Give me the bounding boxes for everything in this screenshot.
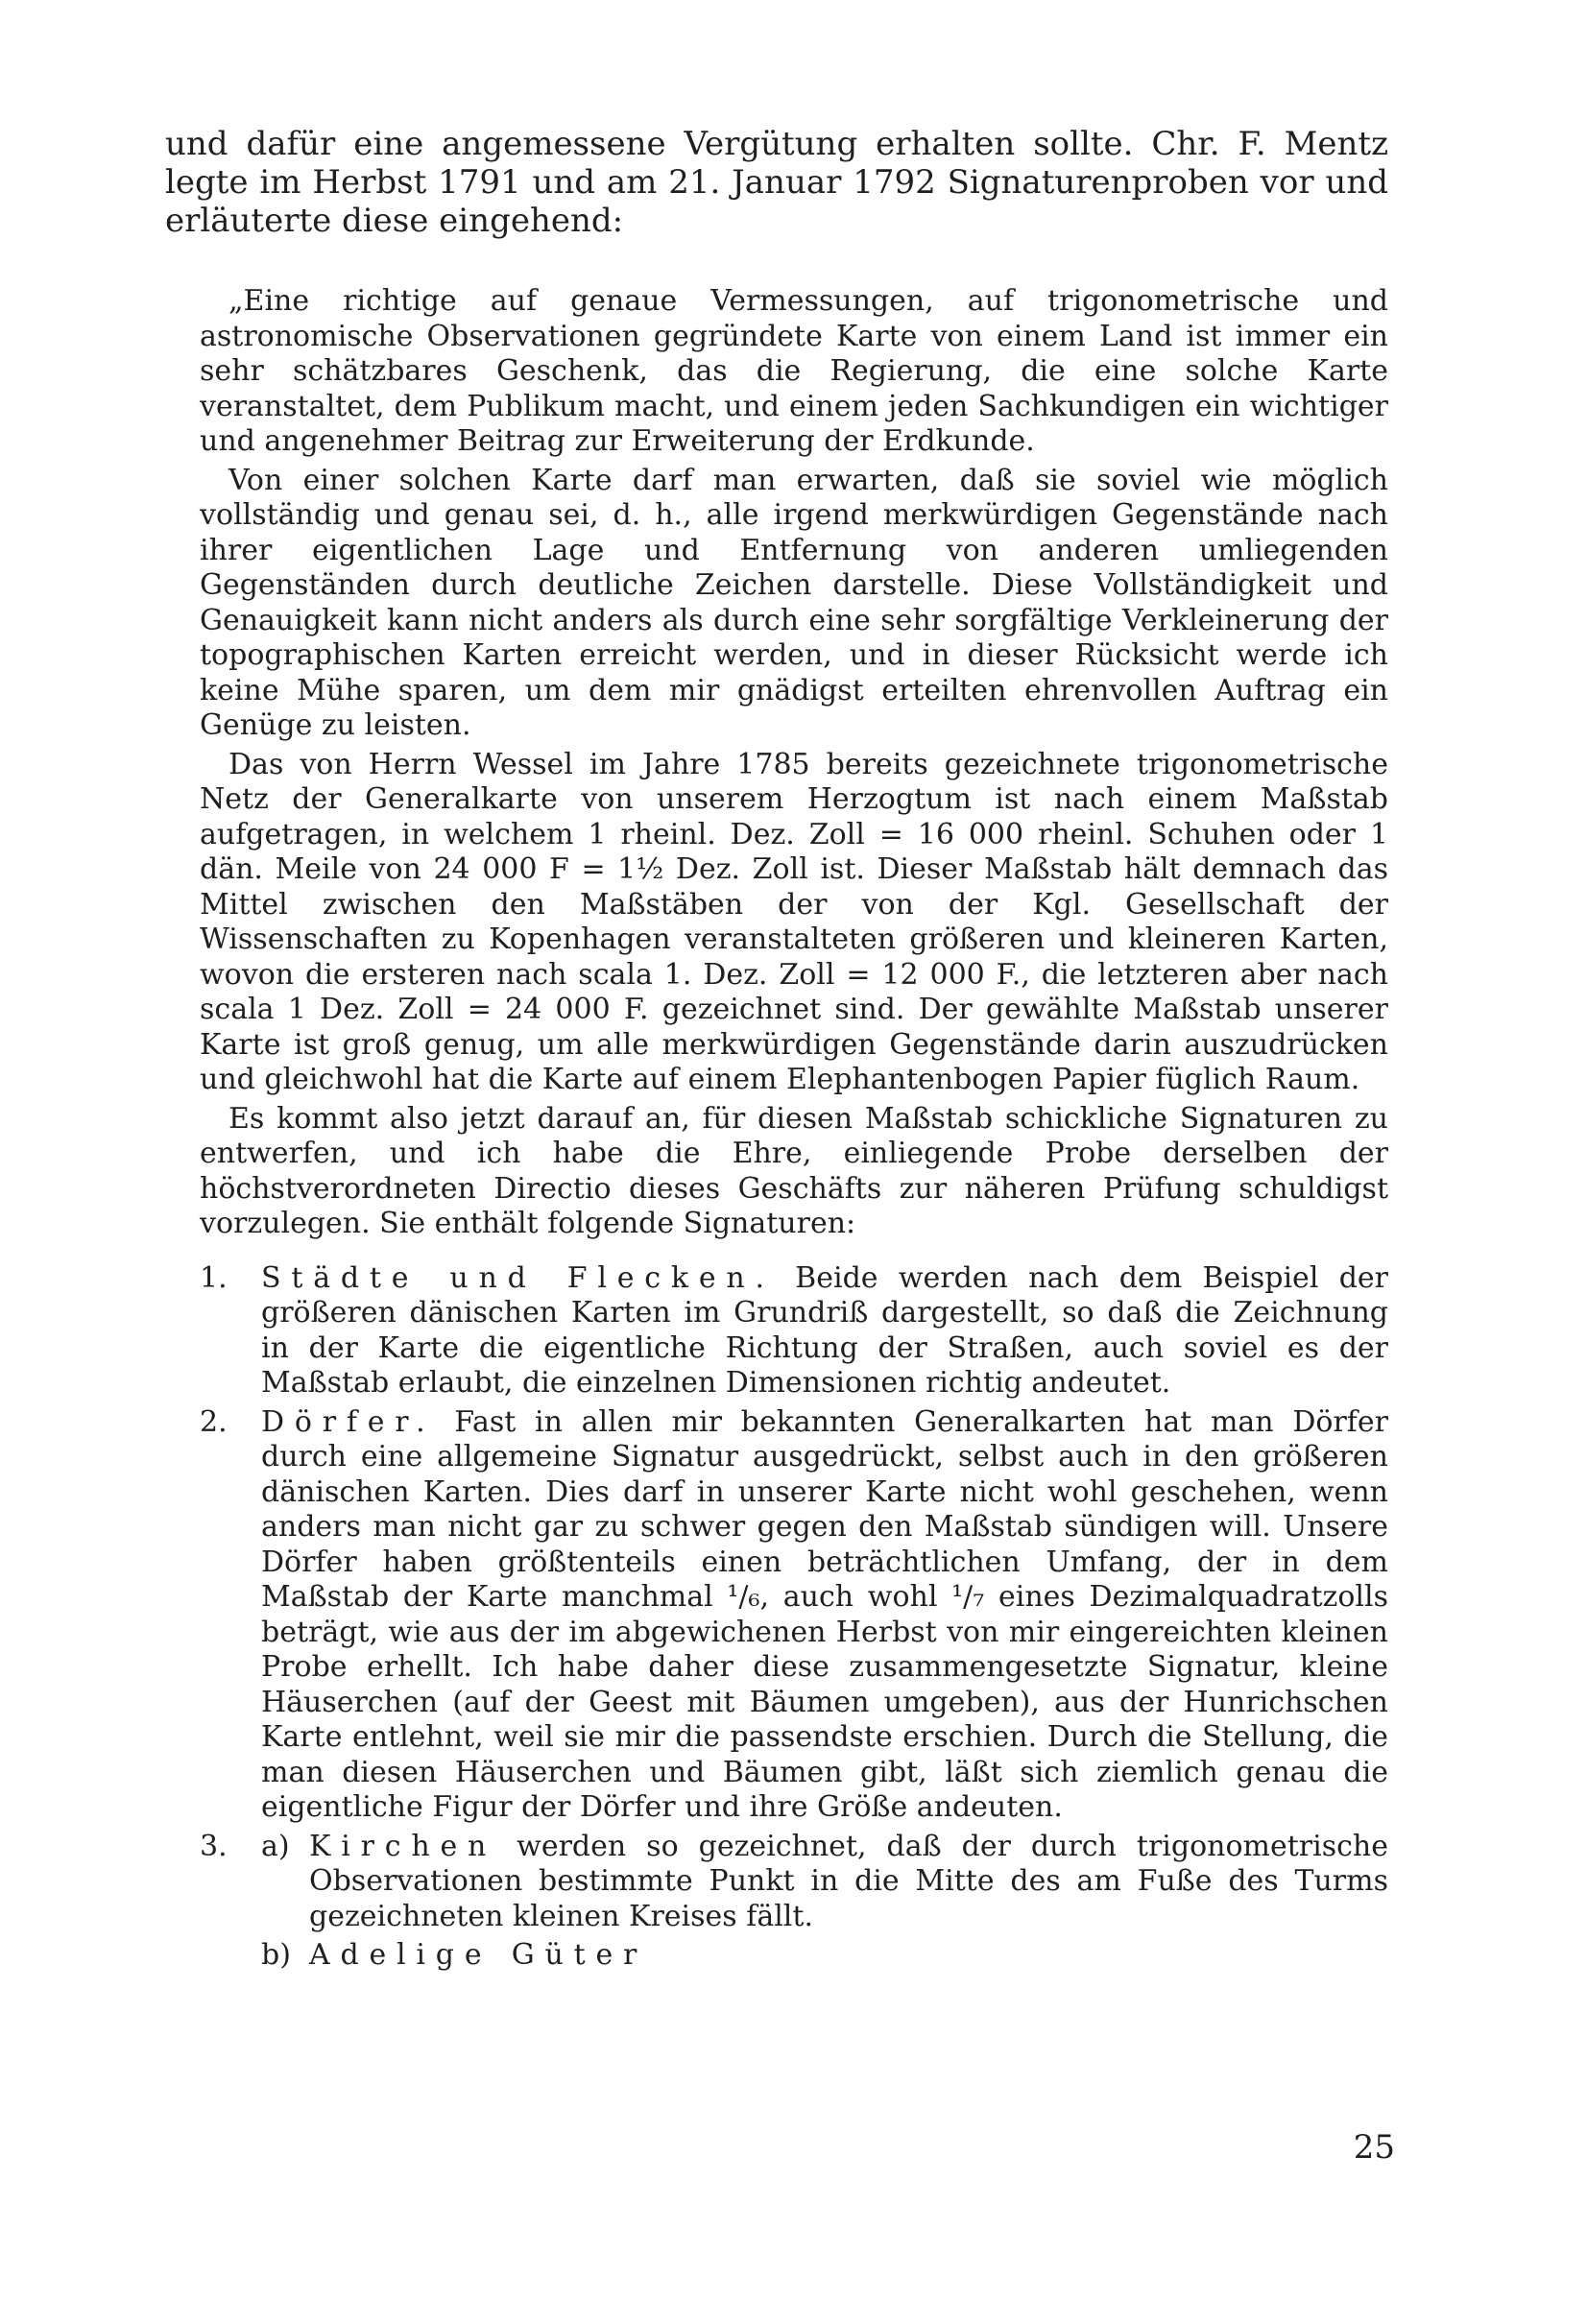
list-item-number: 1.	[200, 1260, 228, 1295]
sub-item-heading: Adelige Güter	[309, 1938, 648, 1972]
intro-paragraph: und dafür eine angemessene Vergütung erhalten sollte. Chr. F. Mentz legte im Herbst 1791 und am 21. Januar 1792 Signaturenproben vor und erläuterte diese eingehend:	[165, 125, 1388, 240]
page-content	[165, 125, 1388, 1981]
list-item-body	[261, 1830, 1388, 1977]
list-item-number: 2.	[200, 1404, 228, 1439]
list-item-heading: Dörfer.	[261, 1404, 436, 1439]
sub-item-text	[309, 1830, 1388, 1935]
quote-paragraph-4: Es kommt also jetzt darauf an, für diesen Maßstab schickliche Signaturen zu entwerfen, und ich habe die Ehre, einliegende Probe derselben der höchstverordneten Directio dieses Geschäfts zur näheren Prüfung schuldigst vorzulegen. Sie enthält folgende Signaturen:	[200, 1101, 1388, 1240]
sub-item-body: werden so gezeichnet, daß der durch trigonometrische Observationen bestimmte Punkt in die Mitte des am Fuße des Turms gezeichneten kleinen Kreises fällt.	[309, 1829, 1388, 1933]
sub-item-text	[309, 1938, 1388, 1974]
list-item	[200, 1405, 1388, 1826]
list-item	[200, 1830, 1388, 1977]
quote-paragraph-2: Von einer solchen Karte darf man erwarten, daß sie soviel wie möglich vollständig und genau sei, d. h., alle irgend merkwürdigen Gegenstände nach ihrer eigentlichen Lage und Entfernung von anderen umliegenden Gegenständen durch deutliche Zeichen darstelle. Diese Vollständigkeit und Genauigkeit kann nicht anders als durch eine sehr sorgfältige Verkleinerung der topographischen Karten erreicht werden, und in dieser Rücksicht werde ich keine Mühe sparen, um dem mir gnädigst erteilten ehrenvollen Auftrag ein Genüge zu leisten.	[200, 463, 1388, 742]
list-item-heading: Städte und Flecken.	[261, 1260, 775, 1295]
list-item	[200, 1261, 1388, 1402]
page-number: 25	[1353, 2128, 1395, 2167]
list-item-number: 3.	[200, 1829, 228, 1863]
sub-item-heading: Kirchen	[309, 1829, 497, 1863]
list-item-text: Fast in allen mir bekannten Generalkarten hat man Dörfer durch eine allgemeine Signatur ausgedrückt, selbst auch in den größeren dänischen Karten. Dies darf in unserer Karte nicht wohl geschehen, wenn anders man nicht gar zu schwer gegen den Maßstab sündigen will. Unsere Dörfer haben größtenteils einen beträchtlichen Umfang, der in dem Maßstab der Karte manchmal ¹/₆, auch wohl ¹/₇ eines Dezimalquadratzolls beträgt, wie aus der im abgewichenen Herbst von mir eingereichten kleinen Probe erhellt. Ich habe daher diese zusammengesetzte Signatur, kleine Häuserchen (auf der Geest mit Bäumen umgeben), aus der Hunrichschen Karte entlehnt, weil sie mir die passendste erschien. Durch die Stellung, die man diesen Häuserchen und Bäumen gibt, läßt sich ziemlich genau die eigentliche Figur der Dörfer und ihre Größe andeuten.	[261, 1404, 1388, 1824]
list-item-body	[261, 1261, 1388, 1402]
quote-paragraph-3: Das von Herrn Wessel im Jahre 1785 bereits gezeichnete trigonometrische Netz der Generalkarte von unserem Herzogtum ist nach einem Maßstab aufgetragen, in welchem 1 rheinl. Dez. Zoll = 16 000 rheinl. Schuhen oder 1 dän. Meile von 24 000 F = 1½ Dez. Zoll ist. Dieser Maßstab hält demnach das Mittel zwischen den Maßstäben der von der Kgl. Gesellschaft der Wissenschaften zu Kopenhagen veranstalteten größeren und kleineren Karten, wovon die ersteren nach scala 1. Dez. Zoll = 12 000 F., die letzteren aber nach scala 1 Dez. Zoll = 24 000 F. gezeichnet sind. Der gewählte Maßstab unserer Karte ist groß genug, um alle merkwürdigen Gegenstände darin auszudrücken und gleichwohl hat die Karte auf einem Elephantenbogen Papier füglich Raum.	[200, 747, 1388, 1096]
quotation-block	[165, 284, 1388, 1977]
signature-list	[200, 1261, 1388, 1977]
sub-item-letter: a)	[261, 1829, 290, 1863]
list-item-text: Beide werden nach dem Beispiel der größeren dänischen Karten im Grundriß dargestellt, so daß die Zeichnung in der Karte die eigentliche Richtung der Straßen, auch soviel es der Maßstab erlaubt, die einzelnen Dimensionen richtig andeutet.	[261, 1260, 1388, 1400]
sub-item-a	[261, 1830, 1388, 1935]
sub-item-letter: b)	[261, 1938, 291, 1972]
list-item-body	[261, 1405, 1388, 1826]
sub-item-b	[261, 1938, 1388, 1974]
quote-paragraph-1: „Eine richtige auf genaue Vermessungen, auf trigonometrische und astronomische Observationen gegründete Karte von einem Land ist immer ein sehr schätzbares Geschenk, das die Regierung, die eine solche Karte veranstaltet, dem Publikum macht, und einem jeden Sachkundigen ein wichtiger und angenehmer Beitrag zur Erweiterung der Erdkunde.	[200, 284, 1388, 458]
